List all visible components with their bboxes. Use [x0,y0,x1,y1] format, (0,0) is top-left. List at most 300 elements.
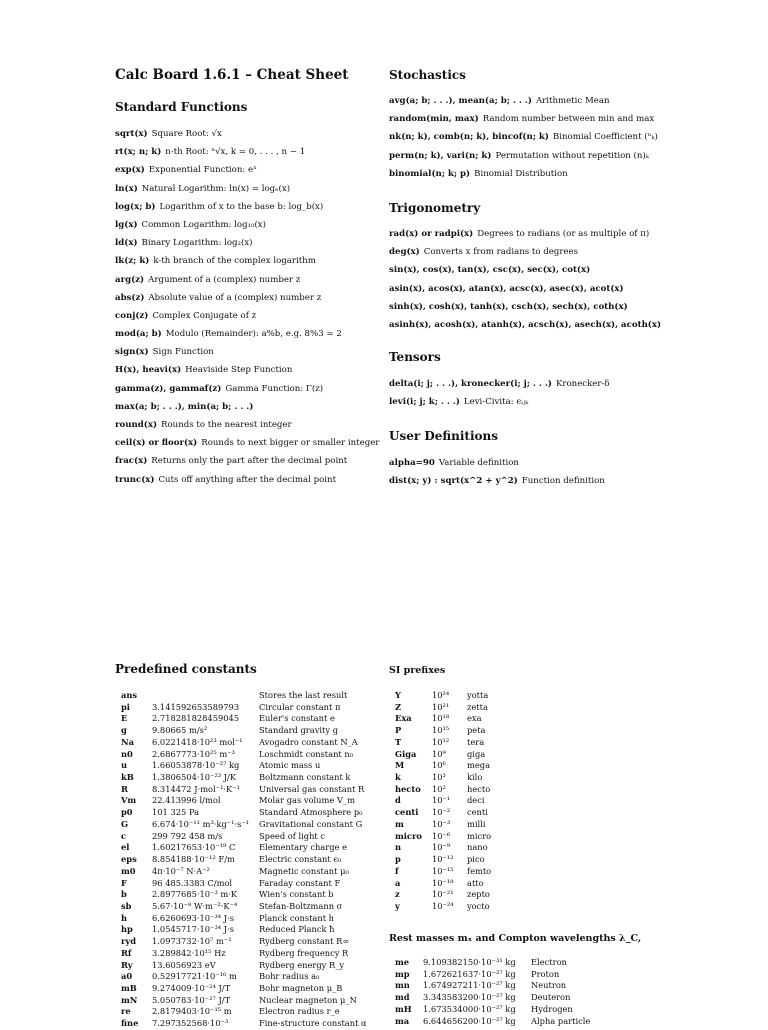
si-prefix-sym: micro [395,830,422,841]
rest-mass-sym: mp [395,968,410,979]
standard-function-item-name: ld(x) [115,238,138,249]
constant-row [115,749,380,761]
rest-mass-value: 1.674927211·10⁻²⁷ kg [423,980,516,991]
constant-desc: Bohr radius a₀ [259,971,320,982]
constant-value: 1.60217653·10⁻¹⁹ C [152,842,236,853]
rest-mass-value: 6.644656200·10⁻²⁷ kg [423,1015,516,1026]
constant-row [115,795,380,807]
standard-function-item [115,416,379,434]
si-prefix-name: centi [467,807,488,818]
constant-sym: n0 [121,748,133,759]
standard-function-item [115,398,379,416]
constant-desc: Avogadro constant N_A [259,736,358,747]
trigonometry-heading: Trigonometry [389,201,481,215]
constant-sym: mB [121,982,137,993]
trigonometry-item-name: asin(x), acos(x), atan(x), acsc(x), asec(x), acot(x) [389,283,624,294]
tensors-item-desc: Levi-Civita: ϵᵢⱼₖ [463,397,529,408]
standard-function-item [115,161,379,179]
tensors-list [389,375,610,411]
constant-value: 2.6867773·10²⁵ m⁻³ [152,748,235,759]
rest-mass-sym: mH [395,1003,412,1014]
constant-value: 3.289842·10¹⁵ Hz [152,947,226,958]
rest-mass-name: Proton [531,968,560,979]
standard-function-item [115,180,379,198]
si-prefix-sym: a [395,877,401,888]
si-prefix-pow: 10¹⁵ [432,725,450,736]
si-prefix-name: femto [467,865,492,876]
constant-row [115,831,380,843]
rest-mass-sym: ma [395,1015,410,1026]
standard-function-item-name: rt(x; n; k) [115,147,162,158]
rest-mass-value: 1.672621637·10⁻²⁷ kg [423,968,516,979]
constant-sym: el [121,842,130,853]
standard-function-item-name: mod(a; b) [115,329,162,340]
constant-value: 2.8977685·10⁻³ m·K [152,889,238,900]
trigonometry-item [389,243,661,261]
stochastics-heading: Stochastics [389,68,466,82]
trigonometry-item-name: sinh(x), cosh(x), tanh(x), csch(x), sech(x), coth(x) [389,301,628,312]
constant-desc: Standard gravity g [259,725,339,736]
standard-function-item [115,307,379,325]
trigonometry-item [389,225,661,243]
standard-function-item-name: exp(x) [115,165,145,176]
standard-function-item-name: gamma(z), gammaf(z) [115,383,222,394]
standard-function-item-desc: Rounds to next bigger or smaller integer [201,438,380,449]
constant-row [115,1006,380,1018]
constant-row [115,713,380,725]
constant-desc: Rydberg constant R∞ [259,936,350,947]
constant-value: 299 792 458 m/s [152,830,223,841]
standard-function-item [115,143,379,161]
standard-function-item-name: lk(z; k) [115,256,150,267]
constant-sym: m0 [121,865,136,876]
constant-desc: Reduced Planck ħ [259,924,335,935]
standard-function-item-desc: Square Root: √x [151,129,222,139]
constant-row [115,960,380,972]
standard-function-item-name: sqrt(x) [115,129,148,139]
si-prefix-pow: 10⁻¹⁸ [432,877,454,888]
standard-function-item-desc: Exponential Function: eˣ [148,165,257,176]
constant-sym: eps [121,854,137,865]
rest-mass-name: Electron [531,957,567,967]
si-prefix-row [395,702,515,714]
si-prefix-pow: 10⁻⁹ [432,842,451,853]
si-prefix-row [395,784,515,796]
constant-value: 96 485.3383 C/mol [152,877,233,888]
si-prefix-sym: p [395,854,401,865]
si-prefix-row [395,807,515,819]
constant-sym: G [121,818,129,829]
tensors-heading: Tensors [389,350,441,364]
trigonometry-item-desc: Converts x from radians to degrees [423,247,579,258]
rest-mass-name: Alpha particle [531,1015,591,1026]
constant-desc: Fine-structure constant α [259,1018,367,1029]
constant-value: 2.718281828459045 [152,713,240,724]
standard-function-item-name: sign(x) [115,347,149,358]
constant-sym: ryd [121,936,136,947]
constant-desc: Electron radius r_e [259,1006,340,1017]
constant-row [115,702,380,714]
constant-sym: R [121,783,128,794]
constant-sym: p0 [121,807,133,818]
constant-row [115,971,380,983]
standard-function-item-desc: Argument of a (complex) number z [148,274,301,285]
constant-row [115,842,380,854]
rest-mass-name: Hydrogen [531,1003,573,1014]
trigonometry-item [389,298,661,316]
standard-function-item-name: arg(z) [115,274,145,285]
trigonometry-item-name: sin(x), cos(x), tan(x), csc(x), sec(x), cot(x) [389,265,591,276]
standard-function-item-desc: Modulo (Remainder): a%b, e.g. 8%3 = 2 [165,329,342,340]
si-prefixes-heading: SI prefixes [389,665,446,676]
standard-function-item-desc: Cuts off anything after the decimal point [158,474,337,485]
stochastics-item-name: random(min, max) [389,114,479,125]
si-prefix-row [395,889,515,901]
stochastics-item [389,128,658,146]
constant-row [115,924,380,936]
constant-value: 6.0221418·10²³ mol⁻¹ [152,736,243,747]
constant-sym: E [121,713,128,724]
si-prefix-name: nano [467,842,488,853]
si-prefix-sym: Y [395,690,401,700]
constant-value: 2.8179403·10⁻¹⁵ m [152,1006,232,1017]
standard-function-item [115,289,379,307]
standard-function-item-desc: Absolute value of a (complex) number z [148,292,322,303]
constant-sym: fine [121,1018,139,1029]
si-prefix-sym: y [395,900,400,911]
standard-function-item [115,271,379,289]
si-prefix-row [395,713,515,725]
constant-desc: Rydberg energy R_y [259,959,345,970]
trigonometry-item [389,261,661,279]
tensors-item-name: delta(i; j; . . .), kronecker(i; j; . . .) [389,379,552,389]
rest-mass-row [395,957,615,969]
standard-function-item [115,343,379,361]
si-prefix-pow: 10² [432,783,446,794]
standard-function-item-desc: Gamma Function: Γ(z) [225,383,324,394]
constant-desc: Stores the last result [259,690,348,700]
si-prefix-sym: P [395,725,402,736]
constant-value: 3.141592653589793 [152,701,240,712]
constant-row [115,819,380,831]
standard-function-item-desc: Sign Function [152,347,214,358]
constant-desc: Magnetic constant μ₀ [259,865,349,876]
constant-value: 101 325 Pa [152,807,200,818]
stochastics-item-name: avg(a; b; . . .), mean(a; b; . . .) [389,96,532,106]
si-prefix-sym: Giga [395,748,417,759]
constant-desc: Atomic mass u [259,760,321,771]
trigonometry-item-desc: Degrees to radians (or as multiple of π) [477,229,650,239]
trigonometry-item [389,316,661,334]
standard-function-item-desc: n-th Root: ⁿ√x, k = 0, . . . , n − 1 [165,147,306,158]
constant-row [115,760,380,772]
constant-desc: Electric constant ϵ₀ [259,854,342,865]
si-prefix-row [395,831,515,843]
constant-sym: re [121,1006,131,1017]
rest-masses-heading: Rest masses mₓ and Compton wavelengths λ_C, [389,933,642,944]
si-prefix-pow: 10⁻¹² [432,854,454,865]
stochastics-item-desc: Binomial Coefficient (ⁿₖ) [552,132,658,143]
standard-function-item-desc: Natural Logarithm: ln(x) = logₑ(x) [141,183,291,194]
standard-function-item [115,471,379,489]
standard-function-item [115,252,379,270]
rest-mass-value: 1.673534000·10⁻²⁷ kg [423,1003,516,1014]
stochastics-item-desc: Arithmetic Mean [535,96,610,106]
si-prefix-name: milli [467,818,486,829]
constant-value: 22.413996 l/mol [152,795,221,806]
constant-value: 0.52917721·10⁻¹⁰ m [152,971,237,982]
standard-function-item-name: H(x), heavi(x) [115,365,182,376]
stochastics-item-name: binomial(n; k; p) [389,168,471,179]
stochastics-item-desc: Binomial Distribution [474,168,568,179]
si-prefix-name: hecto [467,783,491,794]
standard-function-item [115,361,379,379]
si-prefix-name: yotta [467,690,489,700]
standard-function-item-name: abs(z) [115,292,145,303]
rest-mass-sym: md [395,992,410,1003]
constant-value: 1.0973732·10⁷ m⁻¹ [152,936,232,947]
constant-row [115,737,380,749]
si-prefix-sym: z [395,889,400,900]
constant-value: 13.6056923 eV [152,959,216,970]
constant-desc: Standard Atmosphere p₀ [259,807,363,818]
stochastics-item-name: nk(n; k), comb(n; k), bincof(n; k) [389,132,549,143]
constant-row [115,784,380,796]
stochastics-item-name: perm(n; k), vari(n; k) [389,150,492,161]
trigonometry-item [389,280,661,298]
si-prefix-sym: d [395,795,401,806]
trigonometry-item-name: asinh(x), acosh(x), atanh(x), acsch(x), asech(x), acoth(x) [389,319,662,330]
rest-mass-name: Neutron [531,980,567,991]
stochastics-list [389,92,658,183]
constant-row [115,725,380,737]
constant-row [115,854,380,866]
constant-value: 5.050783·10⁻²⁷ J/T [152,994,231,1005]
si-prefix-name: yocto [467,900,490,911]
user-definition-item [389,472,605,490]
si-prefix-name: zetta [467,701,488,712]
standard-function-item-desc: Heaviside Step Function [185,365,293,376]
constant-sym: Ry [121,959,133,970]
si-prefix-pow: 10⁶ [432,760,446,771]
constant-sym: a0 [121,971,133,982]
si-prefix-name: giga [467,748,486,759]
constant-desc: Planck constant h [259,912,335,923]
trigonometry-item-name: rad(x) or radpi(x) [389,229,474,239]
trigonometry-list [389,225,661,334]
rest-mass-row [395,969,615,981]
constant-desc: Stefan-Boltzmann σ [259,900,343,911]
constant-sym: mN [121,994,138,1005]
constant-row [115,772,380,784]
si-prefix-sym: M [395,760,405,771]
standard-function-item-desc: Complex Conjugate of z [152,310,257,321]
constant-value: 8.314472 J·mol⁻¹·K⁻¹ [152,783,240,794]
user-definitions-list [389,454,605,490]
constant-desc: Elementary charge e [259,842,347,853]
si-prefix-row [395,842,515,854]
constant-value: 1.3806504·10⁻²³ J/K [152,772,237,783]
standard-function-item-desc: Logarithm of x to the base b: log_b(x) [159,201,324,212]
tensors-item-desc: Kronecker-δ [555,379,610,389]
si-prefix-row [395,760,515,772]
si-prefix-name: pico [467,854,485,865]
standard-function-item-name: frac(x) [115,456,148,467]
constant-desc: Nuclear magneton μ_N [259,994,357,1005]
standard-function-item [115,325,379,343]
constant-sym: Na [121,736,134,747]
constant-sym: Vm [121,795,137,806]
tensors-item-name: levi(i; j; k; . . .) [389,397,460,408]
standard-function-item-desc: Common Logarithm: log₁₀(x) [141,219,267,230]
constant-row [115,866,380,878]
si-prefix-name: exa [467,713,482,724]
si-prefix-row [395,901,515,913]
si-prefix-row [395,737,515,749]
constant-row [115,936,380,948]
standard-function-item [115,216,379,234]
si-prefix-sym: centi [395,807,419,818]
constant-value: 1.0545717·10⁻³⁴ J·s [152,924,234,935]
si-prefix-name: mega [467,760,491,771]
user-definition-item-name: alpha=90 [389,458,435,468]
constant-sym: F [121,877,127,888]
standard-function-item-name: log(x; b) [115,201,156,212]
si-prefix-name: tera [467,736,485,747]
constant-sym: b [121,889,127,900]
constants-heading: Predefined constants [115,662,257,676]
constant-row [115,901,380,913]
constant-desc: Speed of light c [259,830,326,841]
constant-value: 4π·10⁻⁷ N·A⁻² [152,865,210,876]
standard-function-item [115,198,379,216]
si-prefix-row [395,866,515,878]
constant-sym: hp [121,924,133,935]
rest-mass-row [395,992,615,1004]
standard-function-item-desc: Binary Logarithm: log₂(x) [141,238,253,249]
constant-row [115,983,380,995]
stochastics-item [389,92,658,110]
page-title: Calc Board 1.6.1 – Cheat Sheet [115,67,349,83]
si-prefix-sym: hecto [395,783,421,794]
constant-sym: kB [121,772,134,783]
user-definition-item-desc: Function definition [521,476,605,487]
si-prefix-name: kilo [467,772,483,783]
constant-desc: Bohr magneton μ_B [259,982,343,993]
constant-row [115,948,380,960]
trigonometry-item-name: deg(x) [389,247,420,258]
standard-function-item [115,234,379,252]
constant-row [115,889,380,901]
standard-function-item-desc: Returns only the part after the decimal point [151,456,348,467]
constant-row [115,878,380,890]
constant-desc: Wien's constant b [259,889,334,900]
constant-value: 6.674·10⁻¹¹ m³·kg⁻¹·s⁻¹ [152,818,250,829]
constant-row [115,690,380,702]
si-prefix-name: atto [467,877,484,888]
constant-desc: Rydberg frequency R [259,947,349,958]
constant-value: 8.854188·10⁻¹² F/m [152,854,235,865]
rest-masses-table [395,957,615,1027]
constants-table [115,690,380,1030]
user-definition-item-name: dist(x; y) : sqrt(x^2 + y^2) [389,476,518,487]
constant-desc: Universal gas constant R [259,783,365,794]
si-prefix-pow: 10⁻²⁴ [432,900,454,911]
rest-mass-value: 9.109382150·10⁻³¹ kg [423,957,516,967]
si-prefix-row [395,878,515,890]
si-prefix-pow: 10⁻²¹ [432,889,454,900]
standard-function-item-name: ceil(x) or floor(x) [115,438,198,449]
constant-desc: Loschmidt constant n₀ [259,748,354,759]
standard-function-item-name: max(a; b; . . .), min(a; b; . . .) [115,401,254,412]
constant-value: 5.67·10⁻⁸ W·m⁻²·K⁻⁴ [152,900,238,911]
standard-function-item-name: lg(x) [115,219,138,230]
rest-mass-row [395,1004,615,1016]
si-prefix-pow: 10¹⁸ [432,713,450,724]
si-prefix-sym: f [395,865,399,876]
standard-function-item [115,380,379,398]
constant-value: 7.297352568·10⁻³ [152,1018,229,1029]
stochastics-item-desc: Random number between min and max [482,114,655,125]
user-definition-item [389,454,605,472]
constant-desc: Euler's constant e [259,713,335,724]
si-prefix-name: peta [467,725,486,736]
user-definition-item-desc: Variable definition [438,458,519,468]
constant-value: 9.80665 m/s² [152,725,208,736]
si-prefix-row [395,690,515,702]
si-prefix-row [395,795,515,807]
si-prefix-pow: 10²¹ [432,701,450,712]
stochastics-item [389,110,658,128]
rest-mass-row [395,1016,615,1028]
si-prefix-sym: Z [395,701,402,712]
tensors-item [389,375,610,393]
si-prefix-pow: 10⁻¹⁵ [432,865,454,876]
constant-row [115,807,380,819]
constant-desc: Faraday constant F [259,877,341,888]
si-prefix-pow: 10⁻¹ [432,795,451,806]
standard-function-item [115,434,379,452]
si-prefix-sym: Exa [395,713,412,724]
si-prefix-row [395,749,515,761]
user-definitions-heading: User Definitions [389,429,498,443]
rest-mass-name: Deuteron [531,992,571,1003]
standard-function-item [115,452,379,470]
si-prefix-sym: T [395,736,402,747]
si-prefix-row [395,854,515,866]
rest-mass-value: 3.343583200·10⁻²⁷ kg [423,992,516,1003]
standard-function-item-name: ln(x) [115,183,138,194]
si-prefix-pow: 10⁹ [432,748,446,759]
constant-desc: Gravitational constant G [259,818,363,829]
stochastics-item [389,147,658,165]
standard-functions-heading: Standard Functions [115,100,248,114]
standard-function-item-name: round(x) [115,420,158,430]
constant-sym: g [121,725,127,736]
standard-function-item-name: conj(z) [115,310,149,321]
si-prefix-pow: 10¹² [432,736,450,747]
constant-value: 6.6260693·10⁻³⁴ J·s [152,912,234,923]
standard-function-item-desc: k-th branch of the complex logarithm [153,256,316,267]
constant-sym: Rf [121,947,132,958]
si-prefix-name: zepto [467,889,490,900]
rest-mass-row [395,980,615,992]
si-prefix-pow: 10³ [432,772,446,783]
constant-desc: Boltzmann constant k [259,772,351,783]
si-prefix-name: deci [467,795,485,806]
si-prefix-pow: 10²⁴ [432,690,450,700]
si-prefix-name: micro [467,830,492,841]
